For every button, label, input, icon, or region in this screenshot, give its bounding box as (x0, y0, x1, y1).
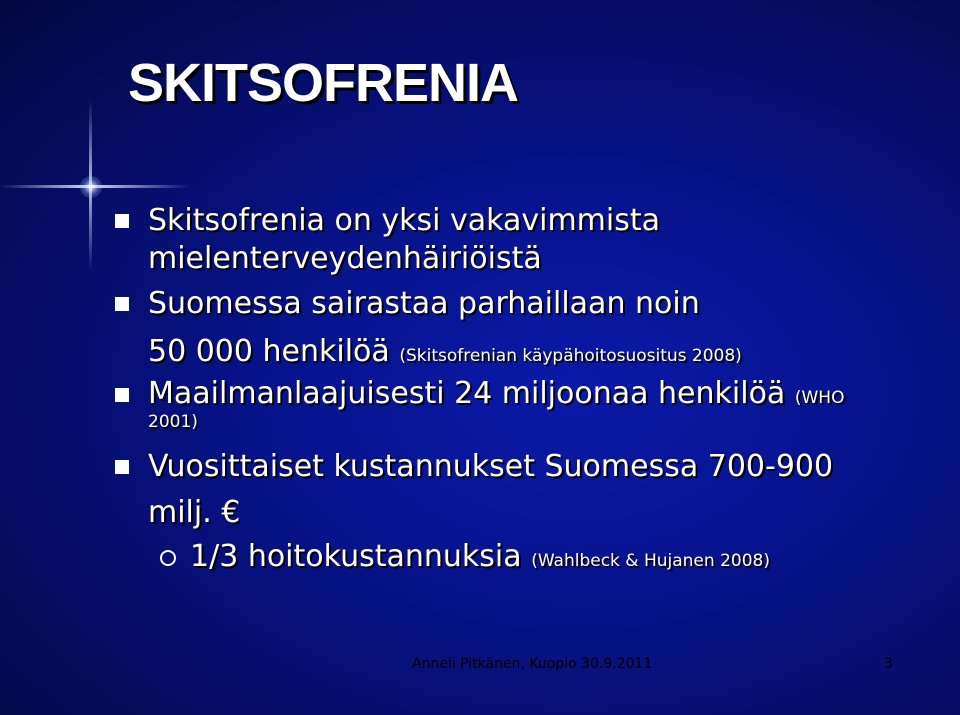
lens-flare-glow (80, 176, 102, 198)
bullet-2-citation: (Skitsofrenian käypähoitosuositus 2008) (399, 346, 742, 366)
footer-author: Anneli Pitkänen, Kuopio 30.9.2011 (412, 656, 653, 672)
bullet-3-citation-end: 2001) (148, 412, 198, 432)
bullet-square-icon (115, 388, 129, 402)
bullet-3-citation-start: (WHO (794, 388, 845, 408)
sub-bullet-text: 1/3 hoitokustannuksia (190, 539, 522, 574)
sub-bullet-line (190, 539, 770, 574)
bullet-square-icon (115, 297, 129, 311)
bullet-2-line-1: Suomessa sairastaa parhaillaan noin (148, 286, 700, 321)
bullet-4-line-1: Vuosittaiset kustannukset Suomessa 700-900 (148, 449, 834, 484)
bullet-4-line-2: milj. € (148, 495, 241, 530)
slide-title: SKITSOFRENIA (128, 53, 519, 113)
bullet-3-line-1 (148, 376, 845, 411)
footer-page-number: 3 (884, 656, 893, 672)
bullet-square-icon (115, 460, 129, 474)
bullet-2-line-2-text: 50 000 henkilöä (148, 334, 390, 369)
sub-bullet-citation: (Wahlbeck & Hujanen 2008) (531, 551, 770, 571)
bullet-2-line-2 (148, 334, 742, 369)
bullet-1-line-1: Skitsofrenia on yksi vakavimmista (148, 203, 661, 238)
bullet-circle-icon (160, 550, 176, 566)
bullet-square-icon (115, 214, 129, 228)
bullet-3-text: Maailmanlaajuisesti 24 miljoonaa henkilöä (148, 376, 786, 411)
bullet-1-line-2: mielenterveydenhäiriöistä (148, 241, 542, 276)
